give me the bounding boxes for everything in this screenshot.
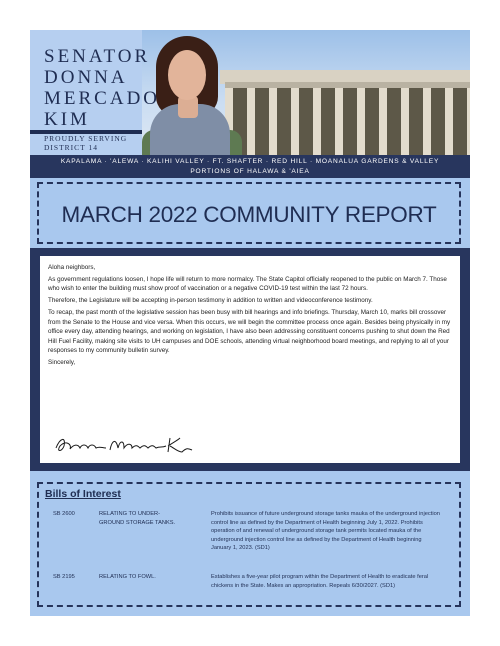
capitol-columns [225,88,470,155]
bills-heading: Bills of Interest [45,488,121,500]
portrait-face [168,50,206,100]
signature-image [52,434,202,456]
letter-body [40,256,460,463]
name-line: KIM [44,109,90,130]
title-box [37,182,461,244]
name-line: MERCADO [44,88,161,109]
name-line: SENATOR [44,46,151,67]
bill-number: SB 2600 [53,511,75,517]
newsletter-page [30,30,470,616]
letter-paragraph: Therefore, the Legislature will be accepting in-person testimony in addition to written and videoconference testimony. [48,297,373,305]
letter-closing: Sincerely, [48,359,76,367]
letter-paragraph: To recap, the past month of the legislative session has been busy with bill hearings and info briefings. Thursday, March 10, marks bill crossover from the Senate to the House and vice versa. When this occurs, we will begin the committee process once again. Besides being physically in my office every day, attending hearings, and working on legislation, I have also been addressing constituent concerns pushing to shut down the Red Hill Fuel Facility, making site visits to UH campuses and DOE schools, attending virtual neighborhood board meetings, and replying to all of your responses to my community bulletin survey. [48,309,451,355]
serving-district [44,134,127,152]
letter-greeting: Aloha neighbors, [48,264,96,271]
serving-line: PROUDLY SERVING [44,134,128,143]
name-line: DONNA [44,67,128,88]
report-title: MARCH 2022 COMMUNITY REPORT [61,202,437,227]
bills-of-interest [37,482,461,607]
bill-description: Establishes a five-year pilot program within the Department of Health to eradicate feral chickens in the State. Makes an appropriation. Repeals 6/30/2027. (SD1) [211,574,429,589]
district-areas-line: KAPALAMA · 'ALEWA · KALIHI VALLEY · FT. SHAFTER · RED HILL · MOANALUA GARDENS & VALLEY [60,158,440,165]
bill-title: RELATING TO UNDER-GROUND STORAGE TANKS. [99,511,176,526]
district-areas-band [30,155,470,178]
header [30,30,470,155]
senator-name [44,46,160,130]
bill-description: Prohibits issuance of future underground storage tanks mauka of the underground injection control line as defined by the Department of Health beginning July 1, 2022. Prohibits operation of and renewal of underground storage tank permits located mauka of the underground injection control line as defined by the Department of Health beginning January 1, 2023. (SD1) [211,511,440,552]
district-areas-line: PORTIONS OF HALAWA & 'AIEA [190,168,310,175]
letter-frame [30,248,470,471]
senator-portrait [150,36,230,155]
district-line: DISTRICT 14 [44,143,98,152]
bill-title: RELATING TO FOWL. [99,574,156,580]
bill-number: SB 2195 [53,574,75,580]
letter-paragraph: As government regulations loosen, I hope life will return to more normalcy. The State Capitol officially reopened to the public on March 7. Those who wish to enter the building must show proof of vaccination or a negative COVID-19 test within the last 72 hours. [48,276,447,293]
